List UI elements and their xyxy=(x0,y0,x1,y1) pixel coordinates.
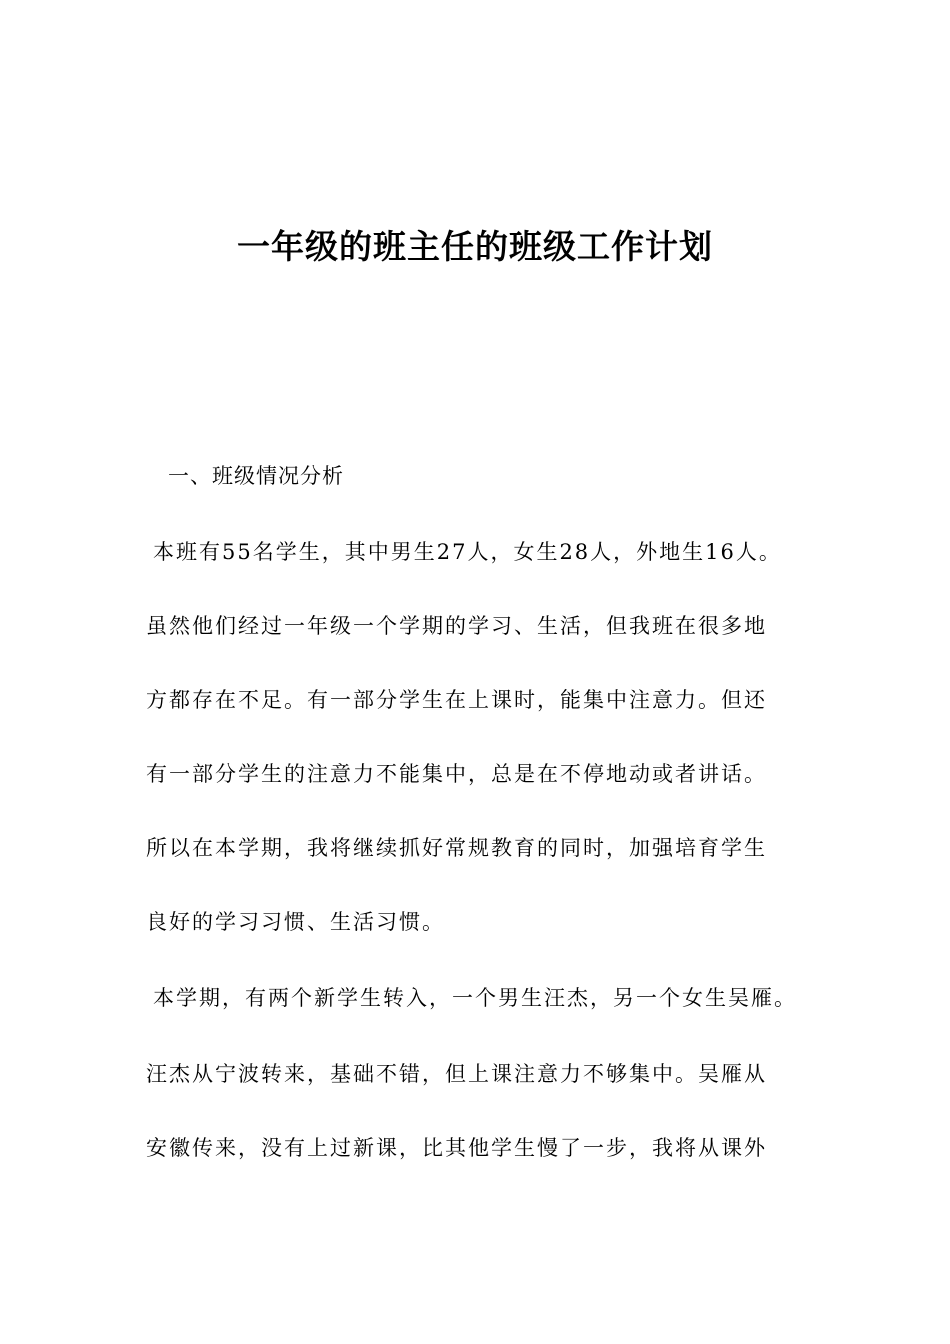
paragraph-line: 本学期，有两个新学生转入，一个男生汪杰，另一个女生吴雁。 xyxy=(153,986,797,1010)
paragraph-line: 所以在本学期，我将继续抓好常规教育的同时，加强培育学生 xyxy=(146,836,767,860)
paragraph-line: 良好的学习习惯、生活习惯。 xyxy=(146,910,445,934)
paragraph-line: 汪杰从宁波转来，基础不错，但上课注意力不够集中。吴雁从 xyxy=(146,1062,767,1086)
paragraph-line: 有一部分学生的注意力不能集中，总是在不停地动或者讲话。 xyxy=(146,762,767,786)
paragraph-line: 方都存在不足。有一部分学生在上课时，能集中注意力。但还 xyxy=(146,688,767,712)
section-heading: 一、班级情况分析 xyxy=(168,464,344,488)
paragraph-line: 本班有55名学生，其中男生27人，女生28人，外地生16人。 xyxy=(153,540,782,564)
paragraph-line: 安徽传来，没有上过新课，比其他学生慢了一步，我将从课外 xyxy=(146,1136,767,1160)
document-title: 一年级的班主任的班级工作计划 xyxy=(237,227,713,266)
paragraph-line: 虽然他们经过一年级一个学期的学习、生活，但我班在很多地 xyxy=(146,614,767,638)
